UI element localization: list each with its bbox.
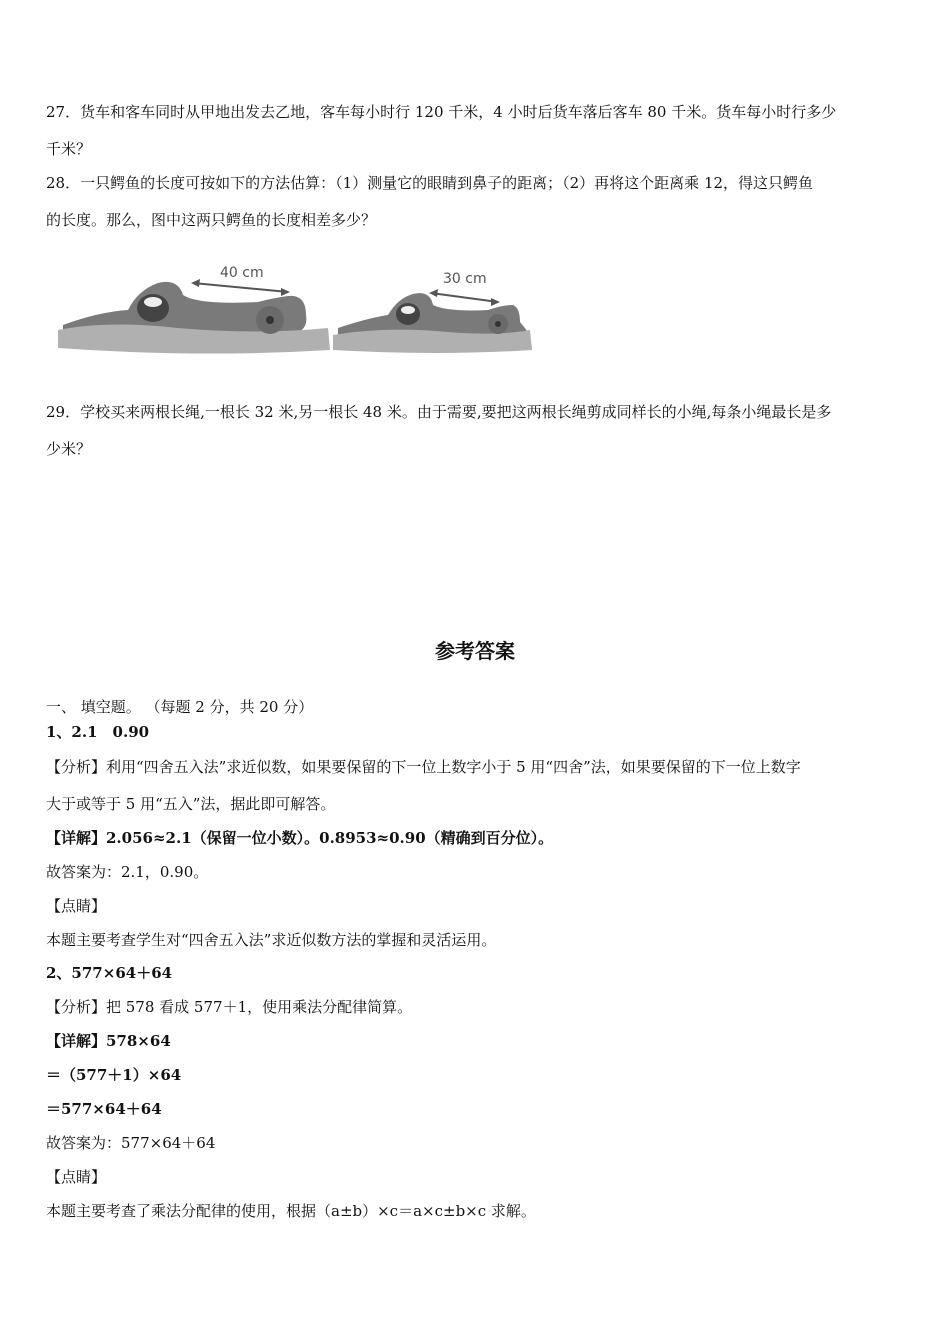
answer-1-detail: 【详解】2.056≈2.1（保留一位小数）。0.8953≈0.90（精确到百分位）。 <box>46 829 554 847</box>
answer-2-detail: 【详解】578×64 <box>46 1032 171 1050</box>
q28-line2: 的长度。那么，图中这两只鳄鱼的长度相差多少？ <box>46 211 377 229</box>
answer-2-head: 2、577×64＋64 <box>46 964 173 982</box>
section-heading: 一、 填空题。 （每题 2 分，共 20 分） <box>46 698 314 716</box>
answer-2-step-1: ＝（577＋1）×64 <box>46 1066 182 1084</box>
q27-line2: 千米？ <box>46 140 92 158</box>
crocodile-figure <box>58 250 538 360</box>
answer-2-result: 故答案为：577×64＋64 <box>46 1134 216 1152</box>
answer-2-analysis: 【分析】把 578 看成 577＋1，使用乘法分配律简算。 <box>46 998 413 1016</box>
answer-2-step-2: ＝577×64＋64 <box>46 1100 162 1118</box>
answer-1-comment-label: 【点睛】 <box>46 897 107 915</box>
answer-2-comment-label: 【点睛】 <box>46 1168 107 1186</box>
answer-1-head: 1、2.1 0.90 <box>46 723 150 741</box>
crocodile-1-icon <box>58 265 330 354</box>
svg-text:30 cm: 30 cm <box>443 271 487 287</box>
q27-line1: 27．货车和客车同时从甲地出发去乙地，客车每小时行 120 千米，4 小时后货车落后客车 80 千米。货车每小时行多少 <box>46 103 837 121</box>
answer-1-analysis-2: 大于或等于 5 用“五入”法，据此即可解答。 <box>46 795 336 813</box>
answer-1-analysis-1: 【分析】利用“四舍五入法”求近似数，如果要保留的下一位上数字小于 5 用“四舍”法，如果要保留的下一位上数字 <box>46 758 801 776</box>
crocodile-2-icon <box>333 271 532 353</box>
answer-2-comment: 本题主要考查了乘法分配律的使用，根据（a±b）×c＝a×c±b×c 求解。 <box>46 1202 536 1220</box>
q29-line2: 少米？ <box>46 440 92 458</box>
answer-1-comment: 本题主要考查学生对“四舍五入法”求近似数方法的掌握和灵活运用。 <box>46 931 497 949</box>
q29-line1: 29．学校买来两根长绳,一根长 32 米,另一根长 48 米。由于需要,要把这两根长绳剪成同样长的小绳,每条小绳最长是多 <box>46 403 832 421</box>
answer-1-result: 故答案为：2.1，0.90。 <box>46 863 209 881</box>
q28-line1: 28．一只鳄鱼的长度可按如下的方法估算：（1）测量它的眼睛到鼻子的距离；（2）再将这个距离乘 12，得这只鳄鱼 <box>46 174 814 192</box>
answers-title: 参考答案 <box>435 639 515 663</box>
svg-text:40 cm: 40 cm <box>220 265 264 281</box>
